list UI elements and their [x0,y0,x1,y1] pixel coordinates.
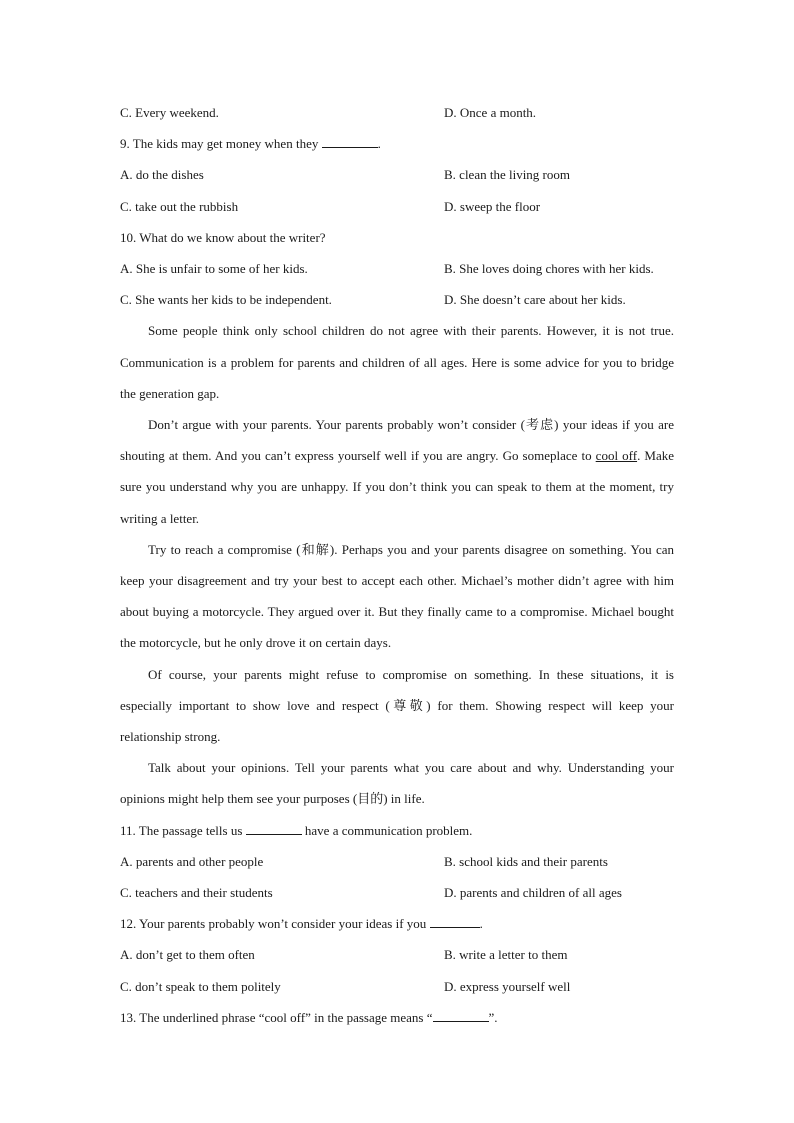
q11-stem-start: 11. The passage tells us [120,822,243,838]
q9-option-b: B. clean the living room [444,167,571,183]
q9-option-c: C. take out the rubbish [120,198,239,214]
answer-blank [246,822,302,835]
q9-stem-text: 9. The kids may get money when they [120,136,319,152]
q9-option-a: A. do the dishes [120,167,204,183]
passage-paragraph-3: Try to reach a compromise (和解). Perhaps you and your parents disagree on something. You can keep your disagreement and try your best to accept each other. Michael’s mother didn’t agree with him about buying a motorcycle. They argued over it. But they finally came to a compromise. Michael bought the motorcycle, but he only drove it on certain days. [120,541,674,651]
p2-after: . Make sure you understand why you are unhappy. If you don’t think you can speak to them at the moment, try writing a letter. [120,448,674,526]
q11-option-d: D. parents and children of all ages [444,884,622,900]
q9-options-cd [120,191,674,222]
q12-option-a: A. don’t get to them often [120,947,255,963]
q9-stem-end: . [377,136,381,152]
q10-option-a: A. She is unfair to some of her kids. [120,260,308,276]
q8-option-c: C. Every weekend. [120,105,219,120]
q10-option-c: C. She wants her kids to be independent. [120,292,332,308]
passage-paragraph-1: Some people think only school children do not agree with their parents. However, it is not true. Communication is a problem for parents and children of all ages. Here is some advice for you to bridge the generation gap. [120,323,674,401]
q8-option-d: D. Once a month. [444,105,537,120]
q12-option-c: C. don’t speak to them politely [120,978,281,994]
q11-options-cd [120,877,674,908]
q12-stem-text: 12. Your parents probably won’t consider your ideas if you [120,916,427,932]
q10-stem: 10. What do we know about the writer? [120,229,326,245]
q12-option-b: B. write a letter to them [444,947,568,963]
q13-stem [120,1002,674,1033]
q11-option-a: A. parents and other people [120,853,264,869]
q13-stem-end: ”. [488,1009,498,1025]
q10-options-ab [120,253,674,284]
passage-paragraph-5: Talk about your opinions. Tell your parents what you care about and why. Understanding your opinions might help them see your purposes (目的) in life. [120,760,674,807]
passage-paragraph-2 [120,409,674,534]
q11-options-ab [120,846,674,877]
q12-options-cd [120,971,674,1002]
q9-option-d: D. sweep the floor [444,198,541,214]
q11-stem [120,815,674,846]
q9-options-ab [120,159,674,190]
q11-option-b: B. school kids and their parents [444,853,608,869]
q10-options-cd [120,284,674,315]
q11-option-c: C. teachers and their students [120,884,273,900]
page-content [120,97,674,1033]
q8-options-cd [120,97,674,128]
q10-option-d: D. She doesn’t care about her kids. [444,292,626,308]
q12-stem-end: . [479,916,483,932]
answer-blank [430,915,480,928]
q9-stem [120,128,674,159]
q12-stem [120,908,674,939]
q11-stem-end: have a communication problem. [304,822,473,838]
q13-stem-start: 13. The underlined phrase “cool off” in the passage means “ [120,1009,433,1025]
passage-paragraph-4: Of course, your parents might refuse to compromise on something. In these situations, it is especially important to show love and respect (尊敬) for them. Showing respect will keep your relationship strong. [120,666,674,744]
q12-options-ab [120,939,674,970]
q10-option-b: B. She loves doing chores with her kids. [444,260,654,276]
answer-blank [433,1009,489,1022]
q12-option-d: D. express yourself well [444,978,571,994]
underlined-phrase: cool off [595,448,638,464]
answer-blank [322,135,378,148]
p2-before: Don’t argue with your parents. Your parents probably won’t consider (考虑) your ideas if you are shouting at them. And you can’t express yourself well if you are angry. Go someplace to [120,416,674,464]
